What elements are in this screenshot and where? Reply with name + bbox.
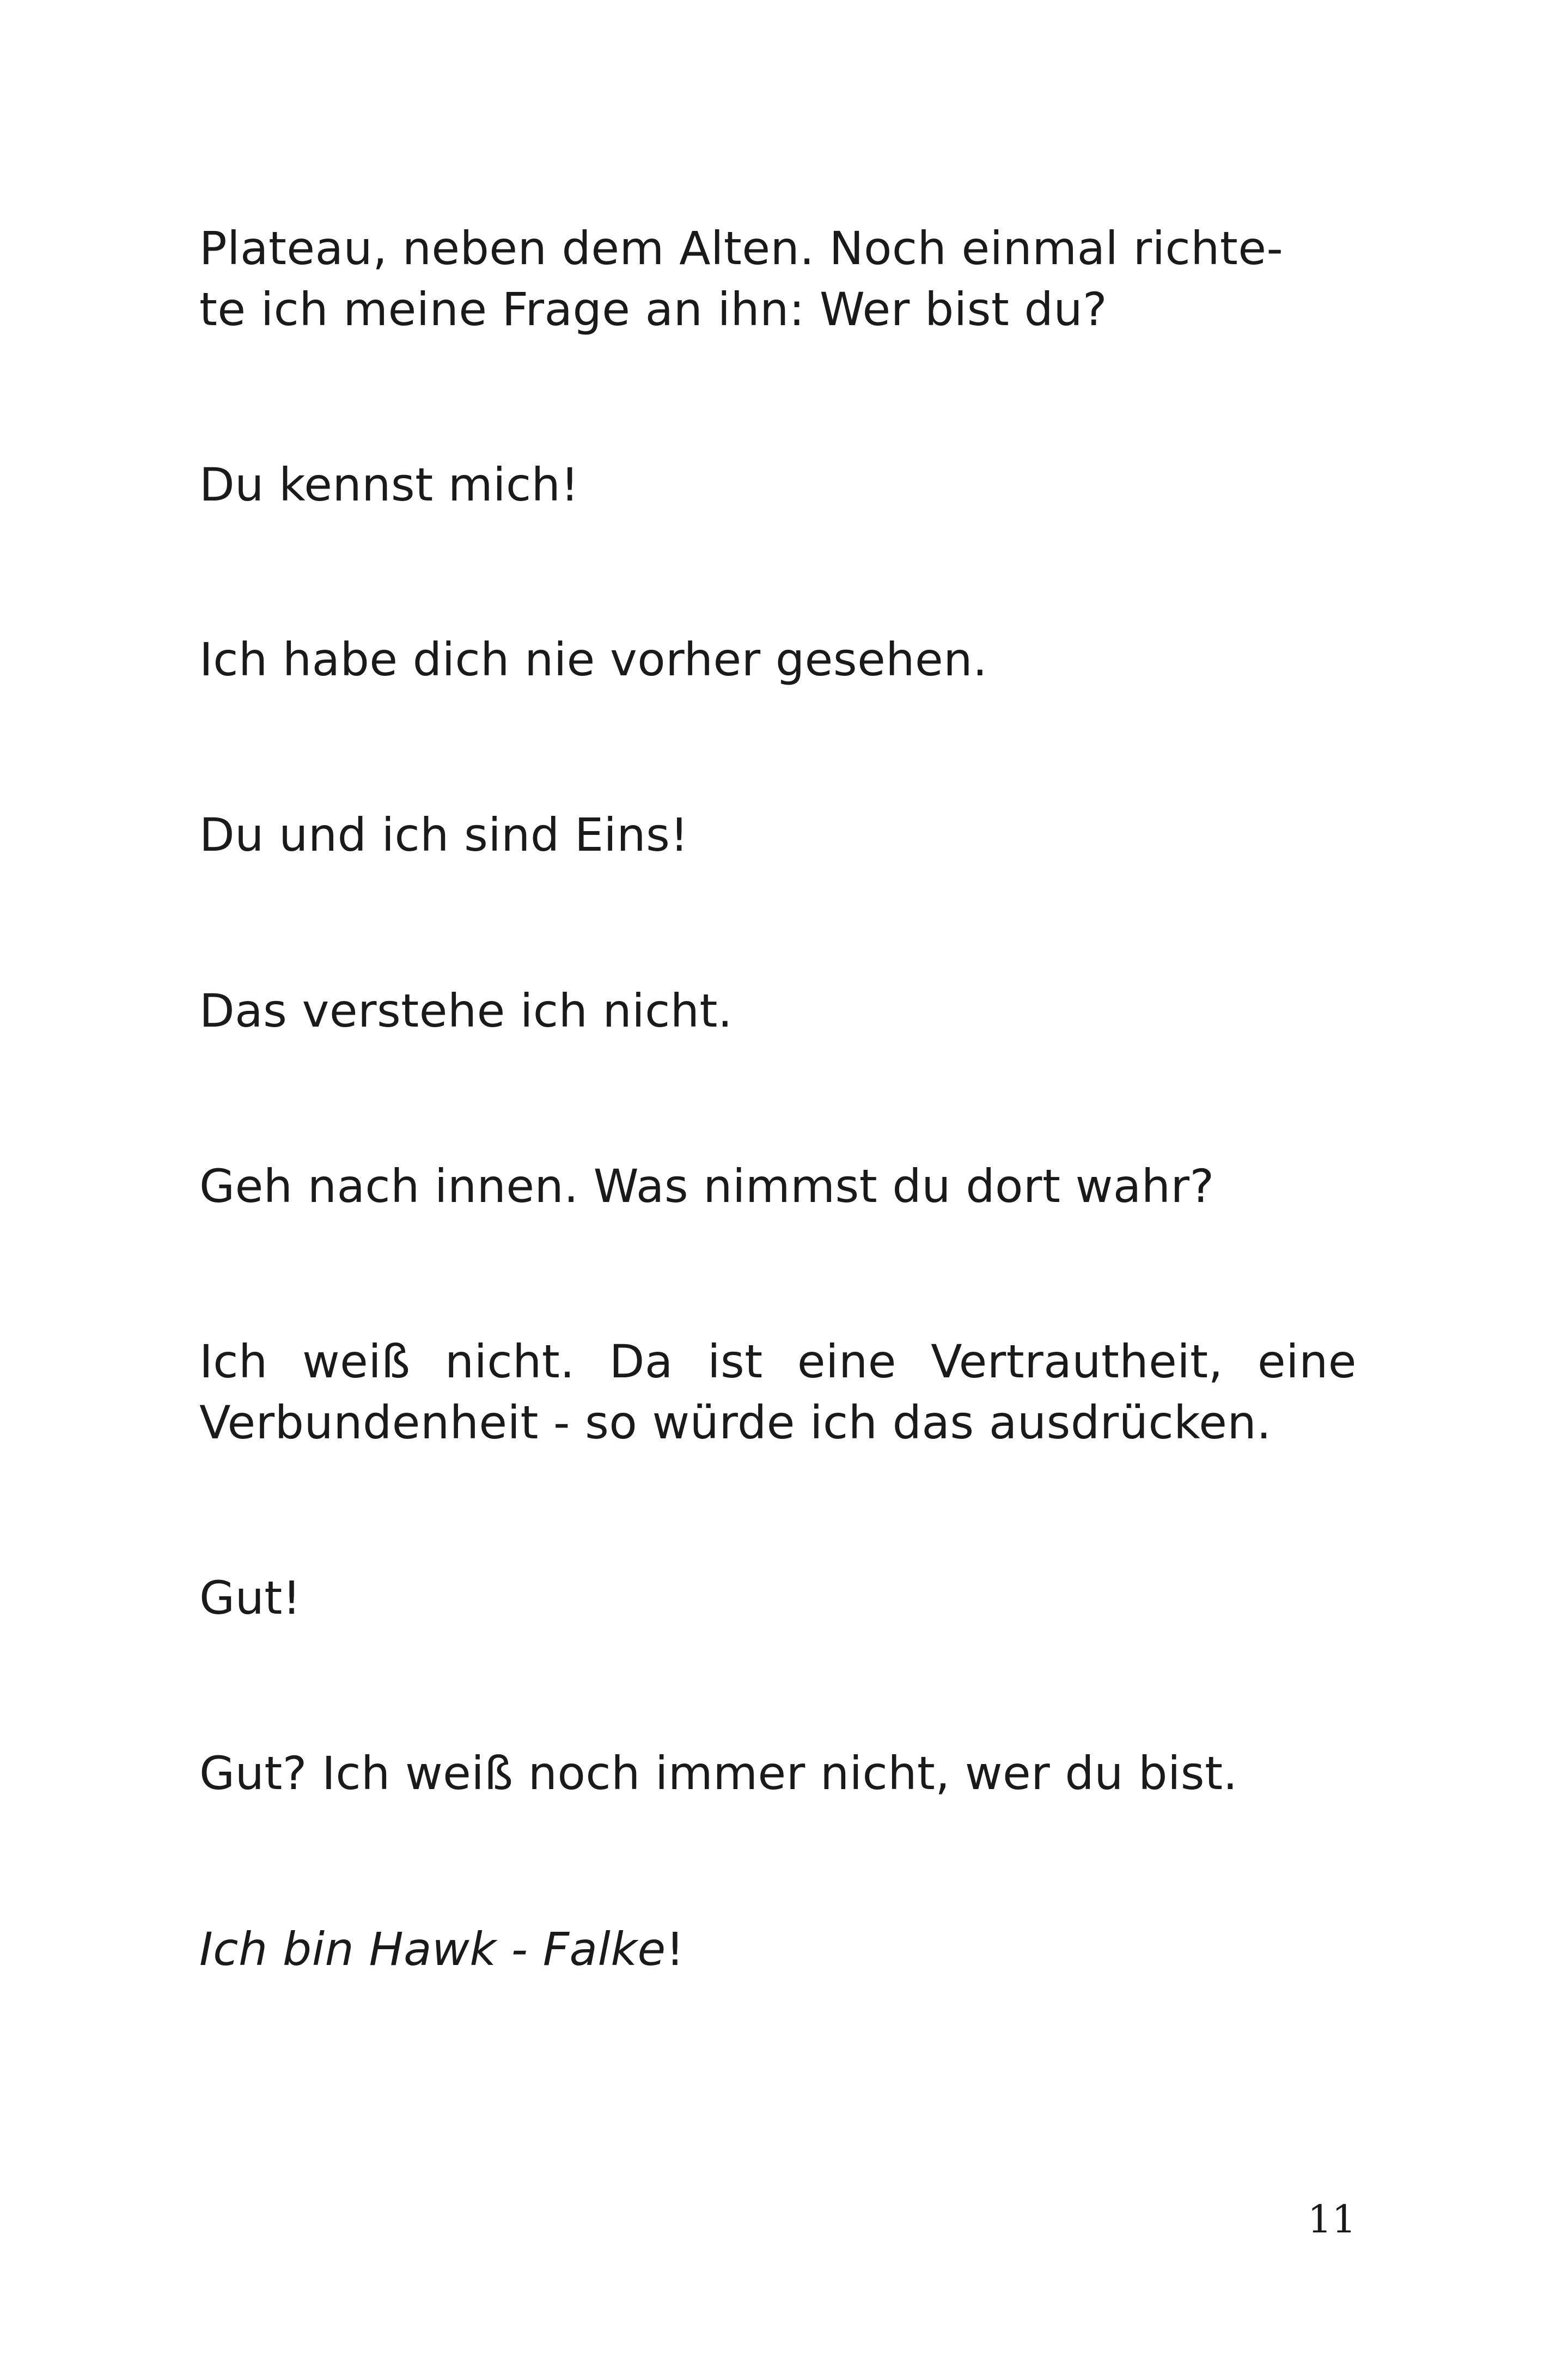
- text-line: Du kennst mich!: [199, 458, 579, 511]
- text-line: Gut!: [199, 1571, 301, 1625]
- italic-text: Ich bin Hawk - Falke: [199, 1923, 666, 1976]
- text-line: Geh nach innen. Was nimmst du dort wahr?: [199, 1160, 1215, 1213]
- paragraph-8: [199, 1567, 1357, 1628]
- paragraph-10: [199, 1919, 1357, 1980]
- text-line: Das verstehe ich nicht.: [199, 984, 733, 1038]
- paragraph-1: [199, 218, 1357, 340]
- paragraph-6: [199, 1156, 1357, 1217]
- paragraph-4: [199, 804, 1357, 865]
- text-line: Gut? Ich weiß noch immer nicht, wer du bist.: [199, 1747, 1238, 1800]
- paragraph-9: [199, 1743, 1357, 1804]
- text-line: Plateau, neben dem Alten. Noch einmal richte-: [199, 222, 1284, 275]
- paragraph-3: [199, 629, 1357, 690]
- text-line: Ich weiß nicht. Da ist eine Vertrautheit, eine: [199, 1335, 1357, 1388]
- text-line: Verbundenheit - so würde ich das ausdrücken.: [199, 1396, 1272, 1449]
- text-line: [199, 1919, 1357, 1980]
- text-line: te ich meine Frage an ihn: Wer bist du?: [199, 283, 1108, 336]
- text-line: Du und ich sind Eins!: [199, 808, 689, 862]
- page-number: 11: [1307, 2197, 1356, 2242]
- paragraph-2: [199, 454, 1357, 515]
- paragraph-7: [199, 1331, 1357, 1453]
- plain-text: !: [666, 1923, 685, 1976]
- paragraph-5: [199, 980, 1357, 1041]
- text-line: Ich habe dich nie vorher gesehen.: [199, 633, 988, 686]
